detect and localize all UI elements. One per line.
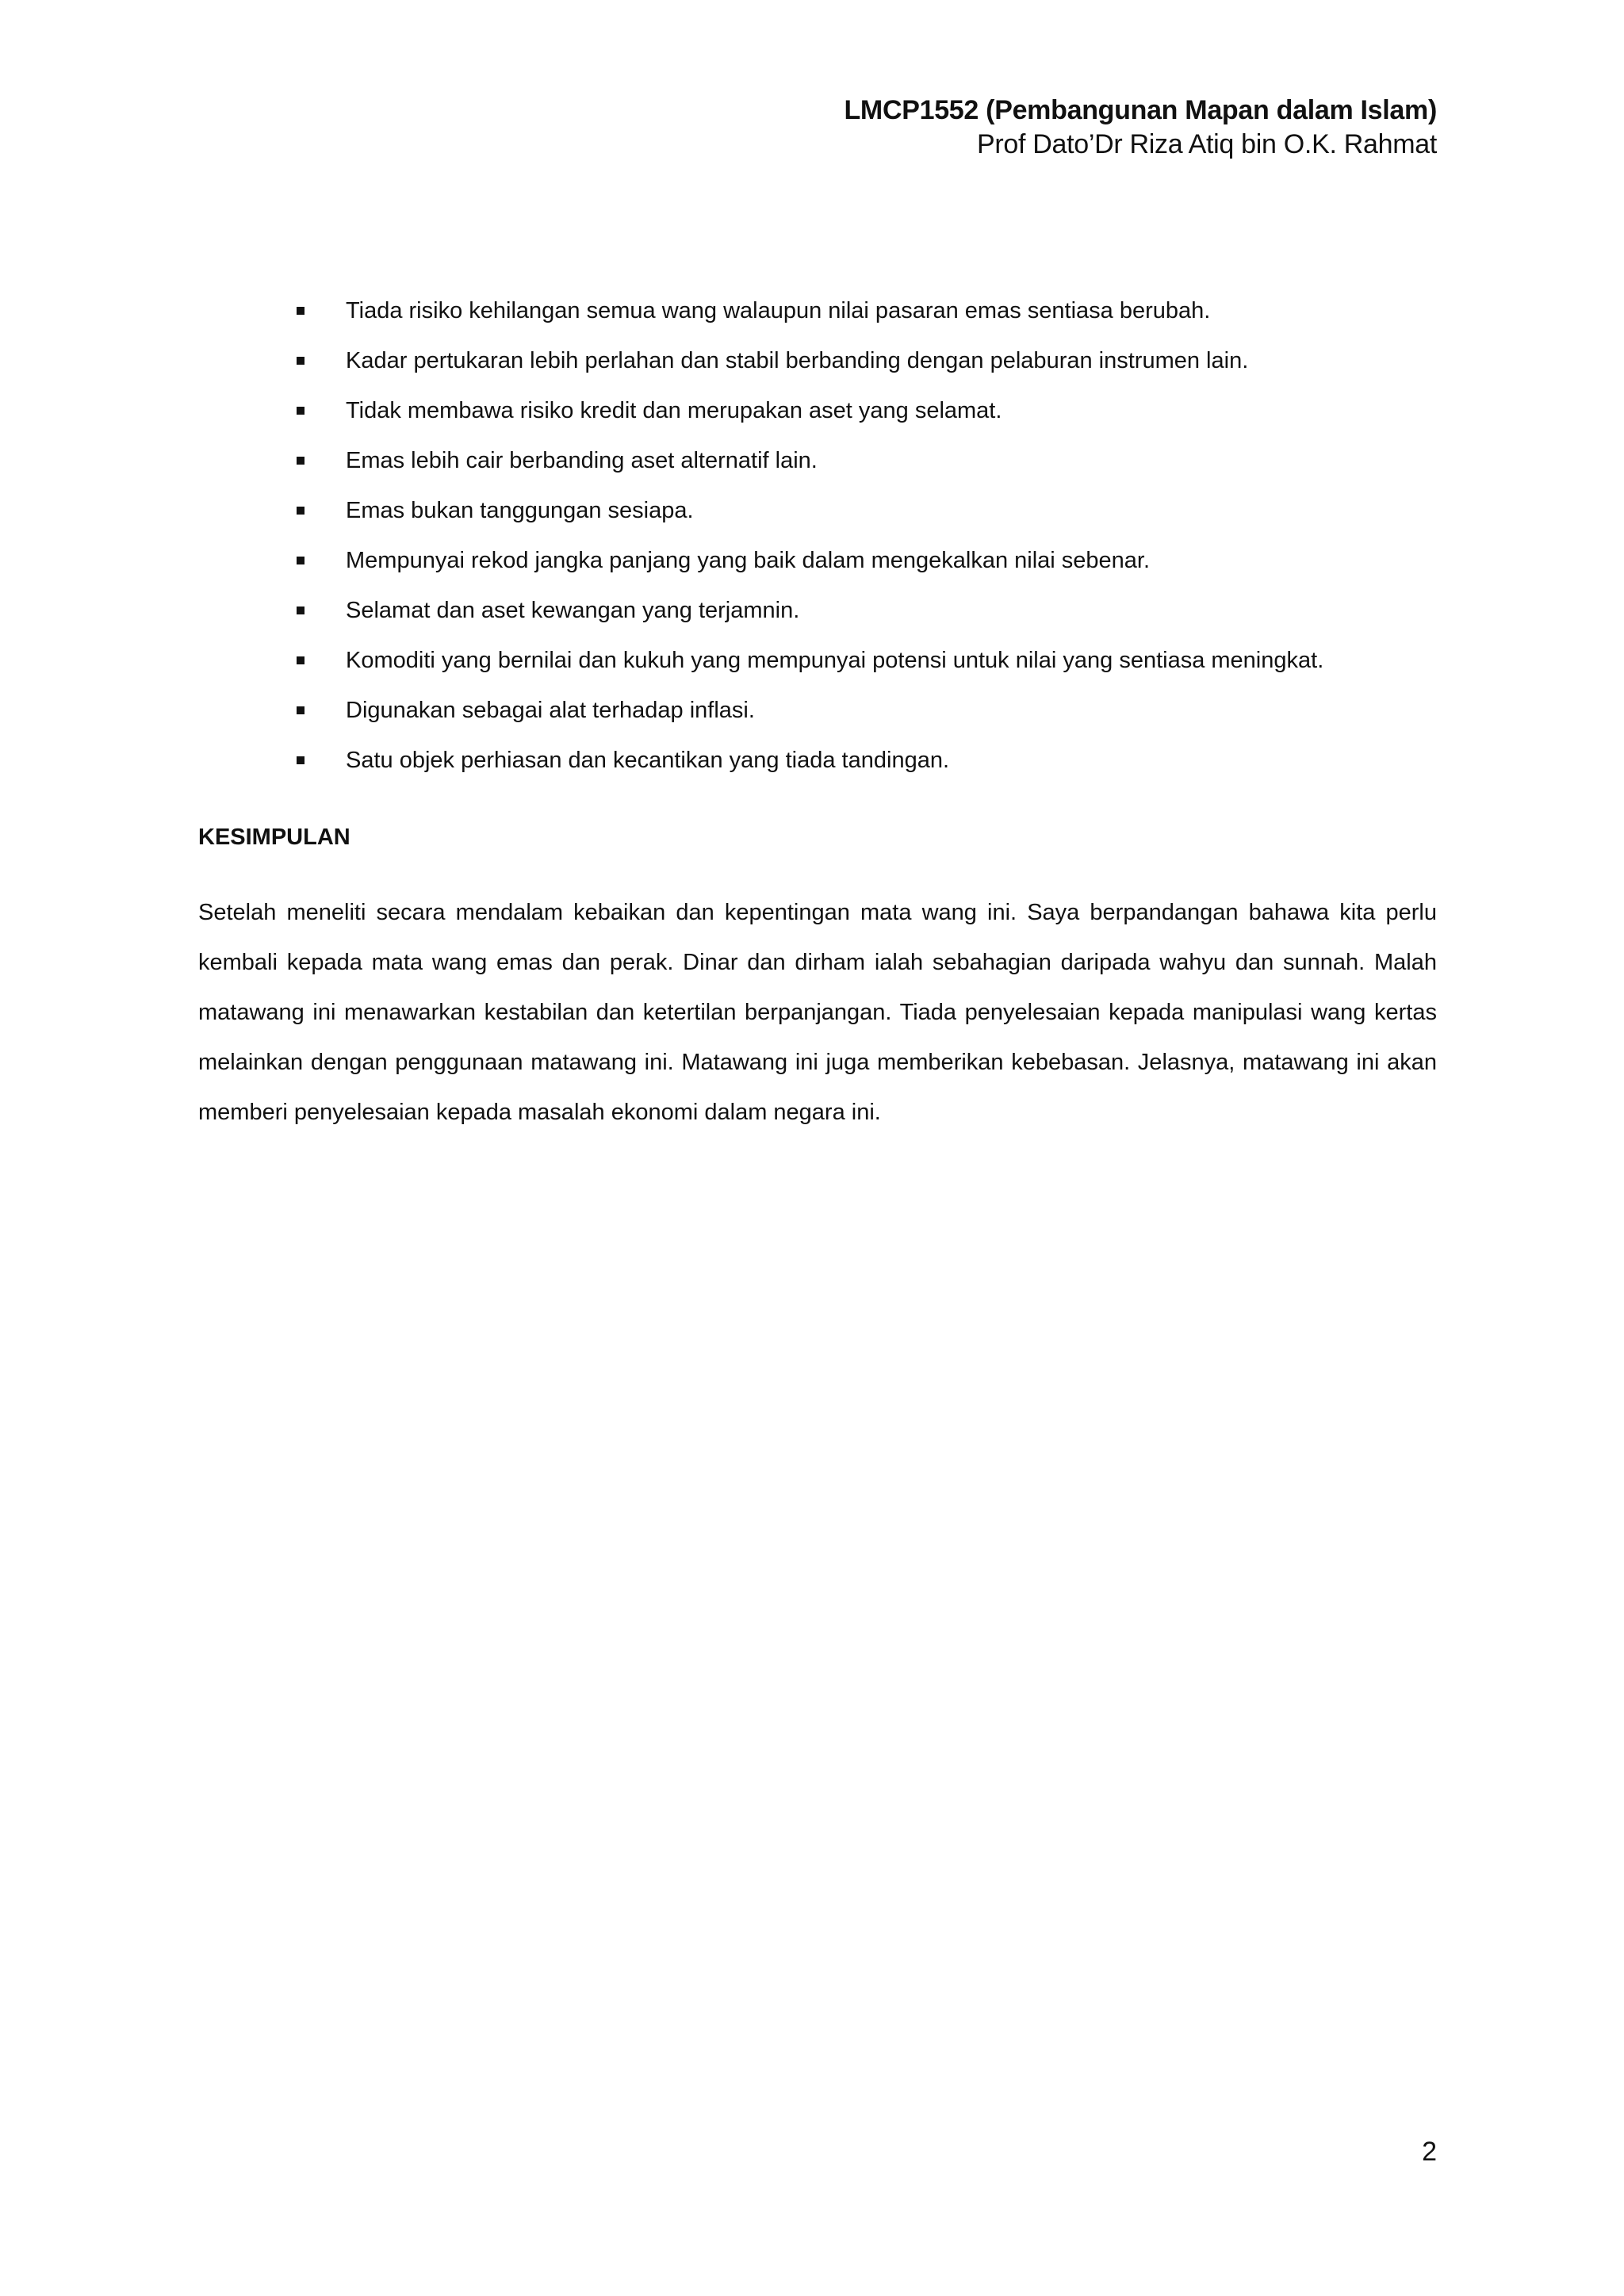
square-bullet-icon — [297, 756, 304, 764]
page-number: 2 — [1422, 2137, 1437, 2167]
list-item — [297, 695, 1438, 726]
list-item — [297, 744, 1438, 776]
square-bullet-icon — [297, 607, 304, 614]
section-heading: KESIMPULAN — [198, 825, 350, 850]
list-item-text: Komoditi yang bernilai dan kukuh yang mempunyai potensi untuk nilai yang sentiasa meningkat. — [346, 648, 1324, 673]
square-bullet-icon — [297, 557, 304, 564]
list-item — [297, 645, 1438, 676]
list-item — [297, 495, 1438, 526]
square-bullet-icon — [297, 507, 304, 515]
course-title: LMCP1552 (Pembangunan Mapan dalam Islam) — [844, 95, 1437, 125]
square-bullet-icon — [297, 457, 304, 465]
list-item-text: Kadar pertukaran lebih perlahan dan stabil berbanding dengan pelaburan instrumen lain. — [346, 348, 1249, 373]
list-item — [297, 345, 1438, 377]
square-bullet-icon — [297, 357, 304, 365]
author-name: Prof Dato’Dr Riza Atiq bin O.K. Rahmat — [976, 128, 1437, 159]
list-item — [297, 595, 1438, 626]
square-bullet-icon — [297, 407, 304, 415]
list-item-text: Selamat dan aset kewangan yang terjamnin. — [346, 598, 800, 623]
square-bullet-icon — [297, 307, 304, 315]
list-item-text: Emas bukan tanggungan sesiapa. — [346, 498, 694, 523]
list-item-text: Mempunyai rekod jangka panjang yang baik dalam mengekalkan nilai sebenar. — [346, 548, 1151, 573]
square-bullet-icon — [297, 706, 304, 714]
list-item-text: Satu objek perhiasan dan kecantikan yang tiada tandingan. — [346, 748, 950, 773]
list-item — [297, 545, 1438, 576]
list-item-text: Digunakan sebagai alat terhadap inflasi. — [346, 698, 755, 723]
square-bullet-icon — [297, 656, 304, 664]
list-item — [297, 445, 1438, 476]
list-item-text: Tiada risiko kehilangan semua wang walaupun nilai pasaran emas sentiasa berubah. — [346, 298, 1211, 323]
list-item-text: Emas lebih cair berbanding aset alternatif lain. — [346, 448, 818, 473]
list-item — [297, 295, 1438, 327]
conclusion-paragraph: Setelah meneliti secara mendalam kebaikan dan kepentingan mata wang ini. Saya berpandangan bahawa kita perlu kembali kepada mata wang emas dan perak. Dinar dan dirham ialah sebahagian daripada wahyu dan sunnah. Malah matawang ini menawarkan kestabilan dan ketertilan berpanjangan. Tiada penyelesaian kepada manipulasi wang kertas melainkan dengan penggunaan matawang ini. Matawang ini juga memberikan kebebasan. Jelasnya, matawang ini akan memberi penyelesaian kepada masalah ekonomi dalam negara ini. — [198, 900, 1437, 1125]
list-item-text: Tidak membawa risiko kredit dan merupakan aset yang selamat. — [346, 398, 1002, 423]
list-item — [297, 395, 1438, 427]
page-header — [844, 94, 1437, 161]
bullet-list — [297, 295, 1438, 794]
